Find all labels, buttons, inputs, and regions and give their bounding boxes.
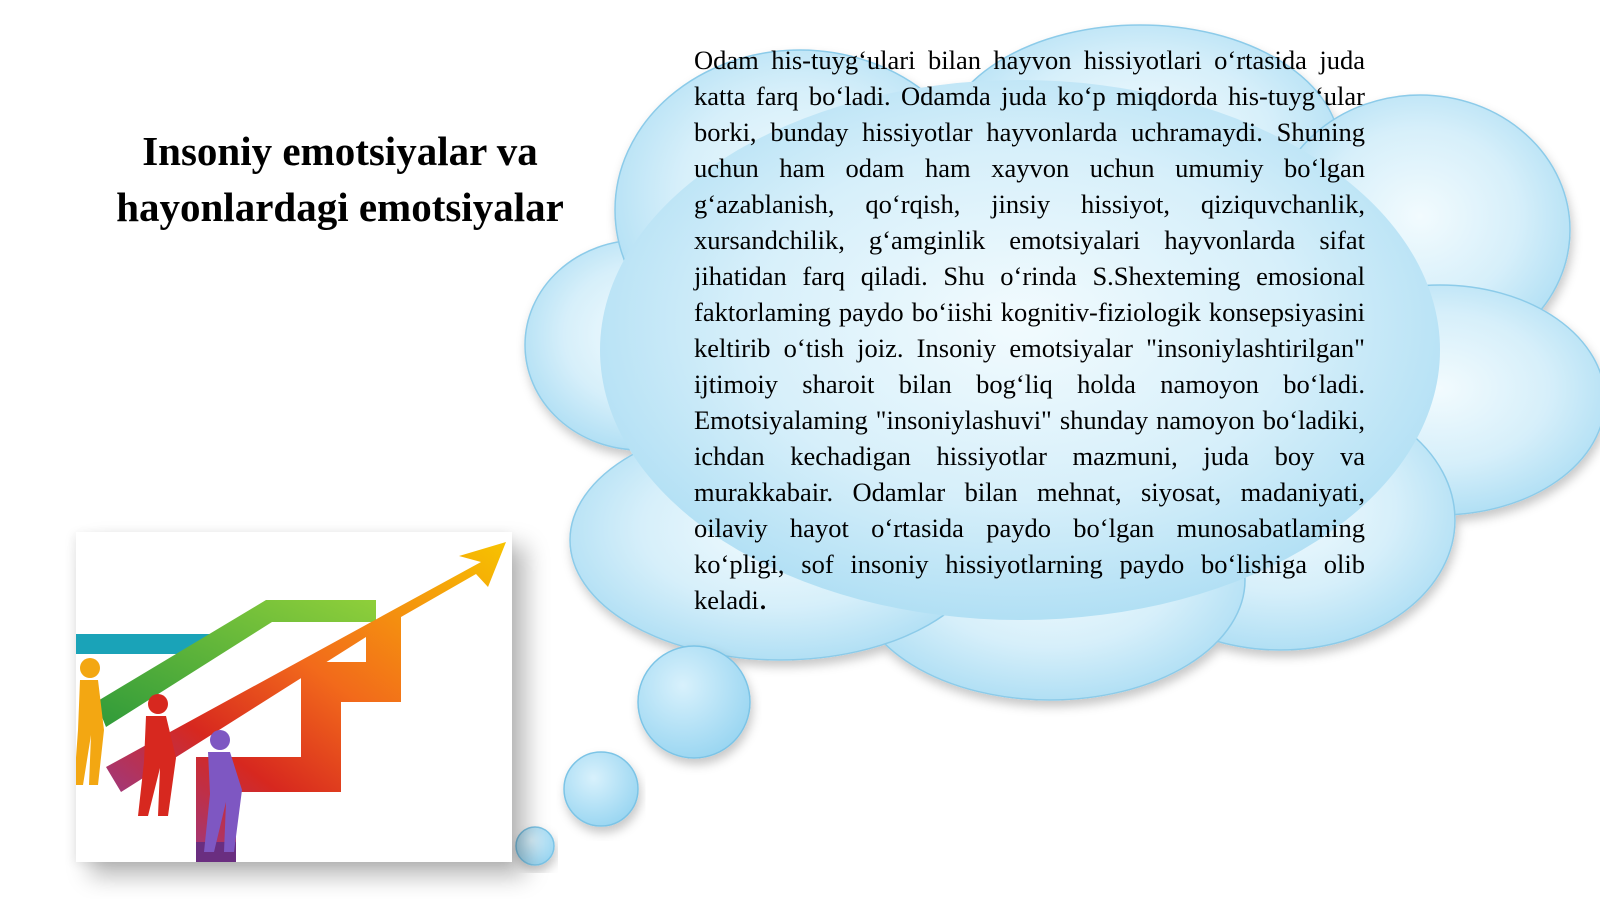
body-end: . (758, 580, 768, 617)
thought-bubble-large (638, 646, 750, 758)
arrows-illustration (76, 532, 512, 862)
body-text: Odam his-tuyg‘ulari bilan hayvon hissiyotlari o‘rtasida juda katta farq bo‘ladi. Odamda juda ko‘p miqdorda his-tuyg‘ular borki, bunday hissiyotlar hayvonlarda uchramaydi. Shuning uchun ham odam ham xayvon uchun umumiy bo‘lgan g‘azablanish, qo‘rqish, jinsiy hissiyot, qiziquvchanlik, xursandchilik, g‘amginlik emotsiyalari hayvonlarda sifat jihatidan farq qiladi. Shu o‘rinda S.Shexteming emosional faktorlaming paydo bo‘iishi kognitiv-fiziologik konsepsiyasini keltirib o‘tish joiz. Insoniy emotsiyalar "insoniylashtirilgan" ijtimoiy sharoit bilan bog‘liq holda namoyon bo‘ladi. Emotsiyalaming "insoniylashuvi" shunday namoyon bo‘ladiki, ichdan kechadigan hissiyotlar mazmuni, juda boy va murakkabair. Odamlar bilan mehnat, siyosat, madaniyati, oilaviy hayot o‘rtasida paydo bo‘lgan munosabatlaming ko‘pligi, sof insoniy hissiyotlarning paydo bo‘lishiga olib keladi (694, 45, 1365, 615)
thought-bubble-small (516, 827, 554, 865)
body-paragraph (694, 42, 1365, 618)
thought-bubble-medium (564, 752, 638, 826)
figure-yellow (76, 658, 104, 785)
slide-title: Insoniy emotsiyalar va hayonlardagi emotsiyalar (116, 128, 564, 231)
growth-arrows-picture (76, 532, 512, 862)
